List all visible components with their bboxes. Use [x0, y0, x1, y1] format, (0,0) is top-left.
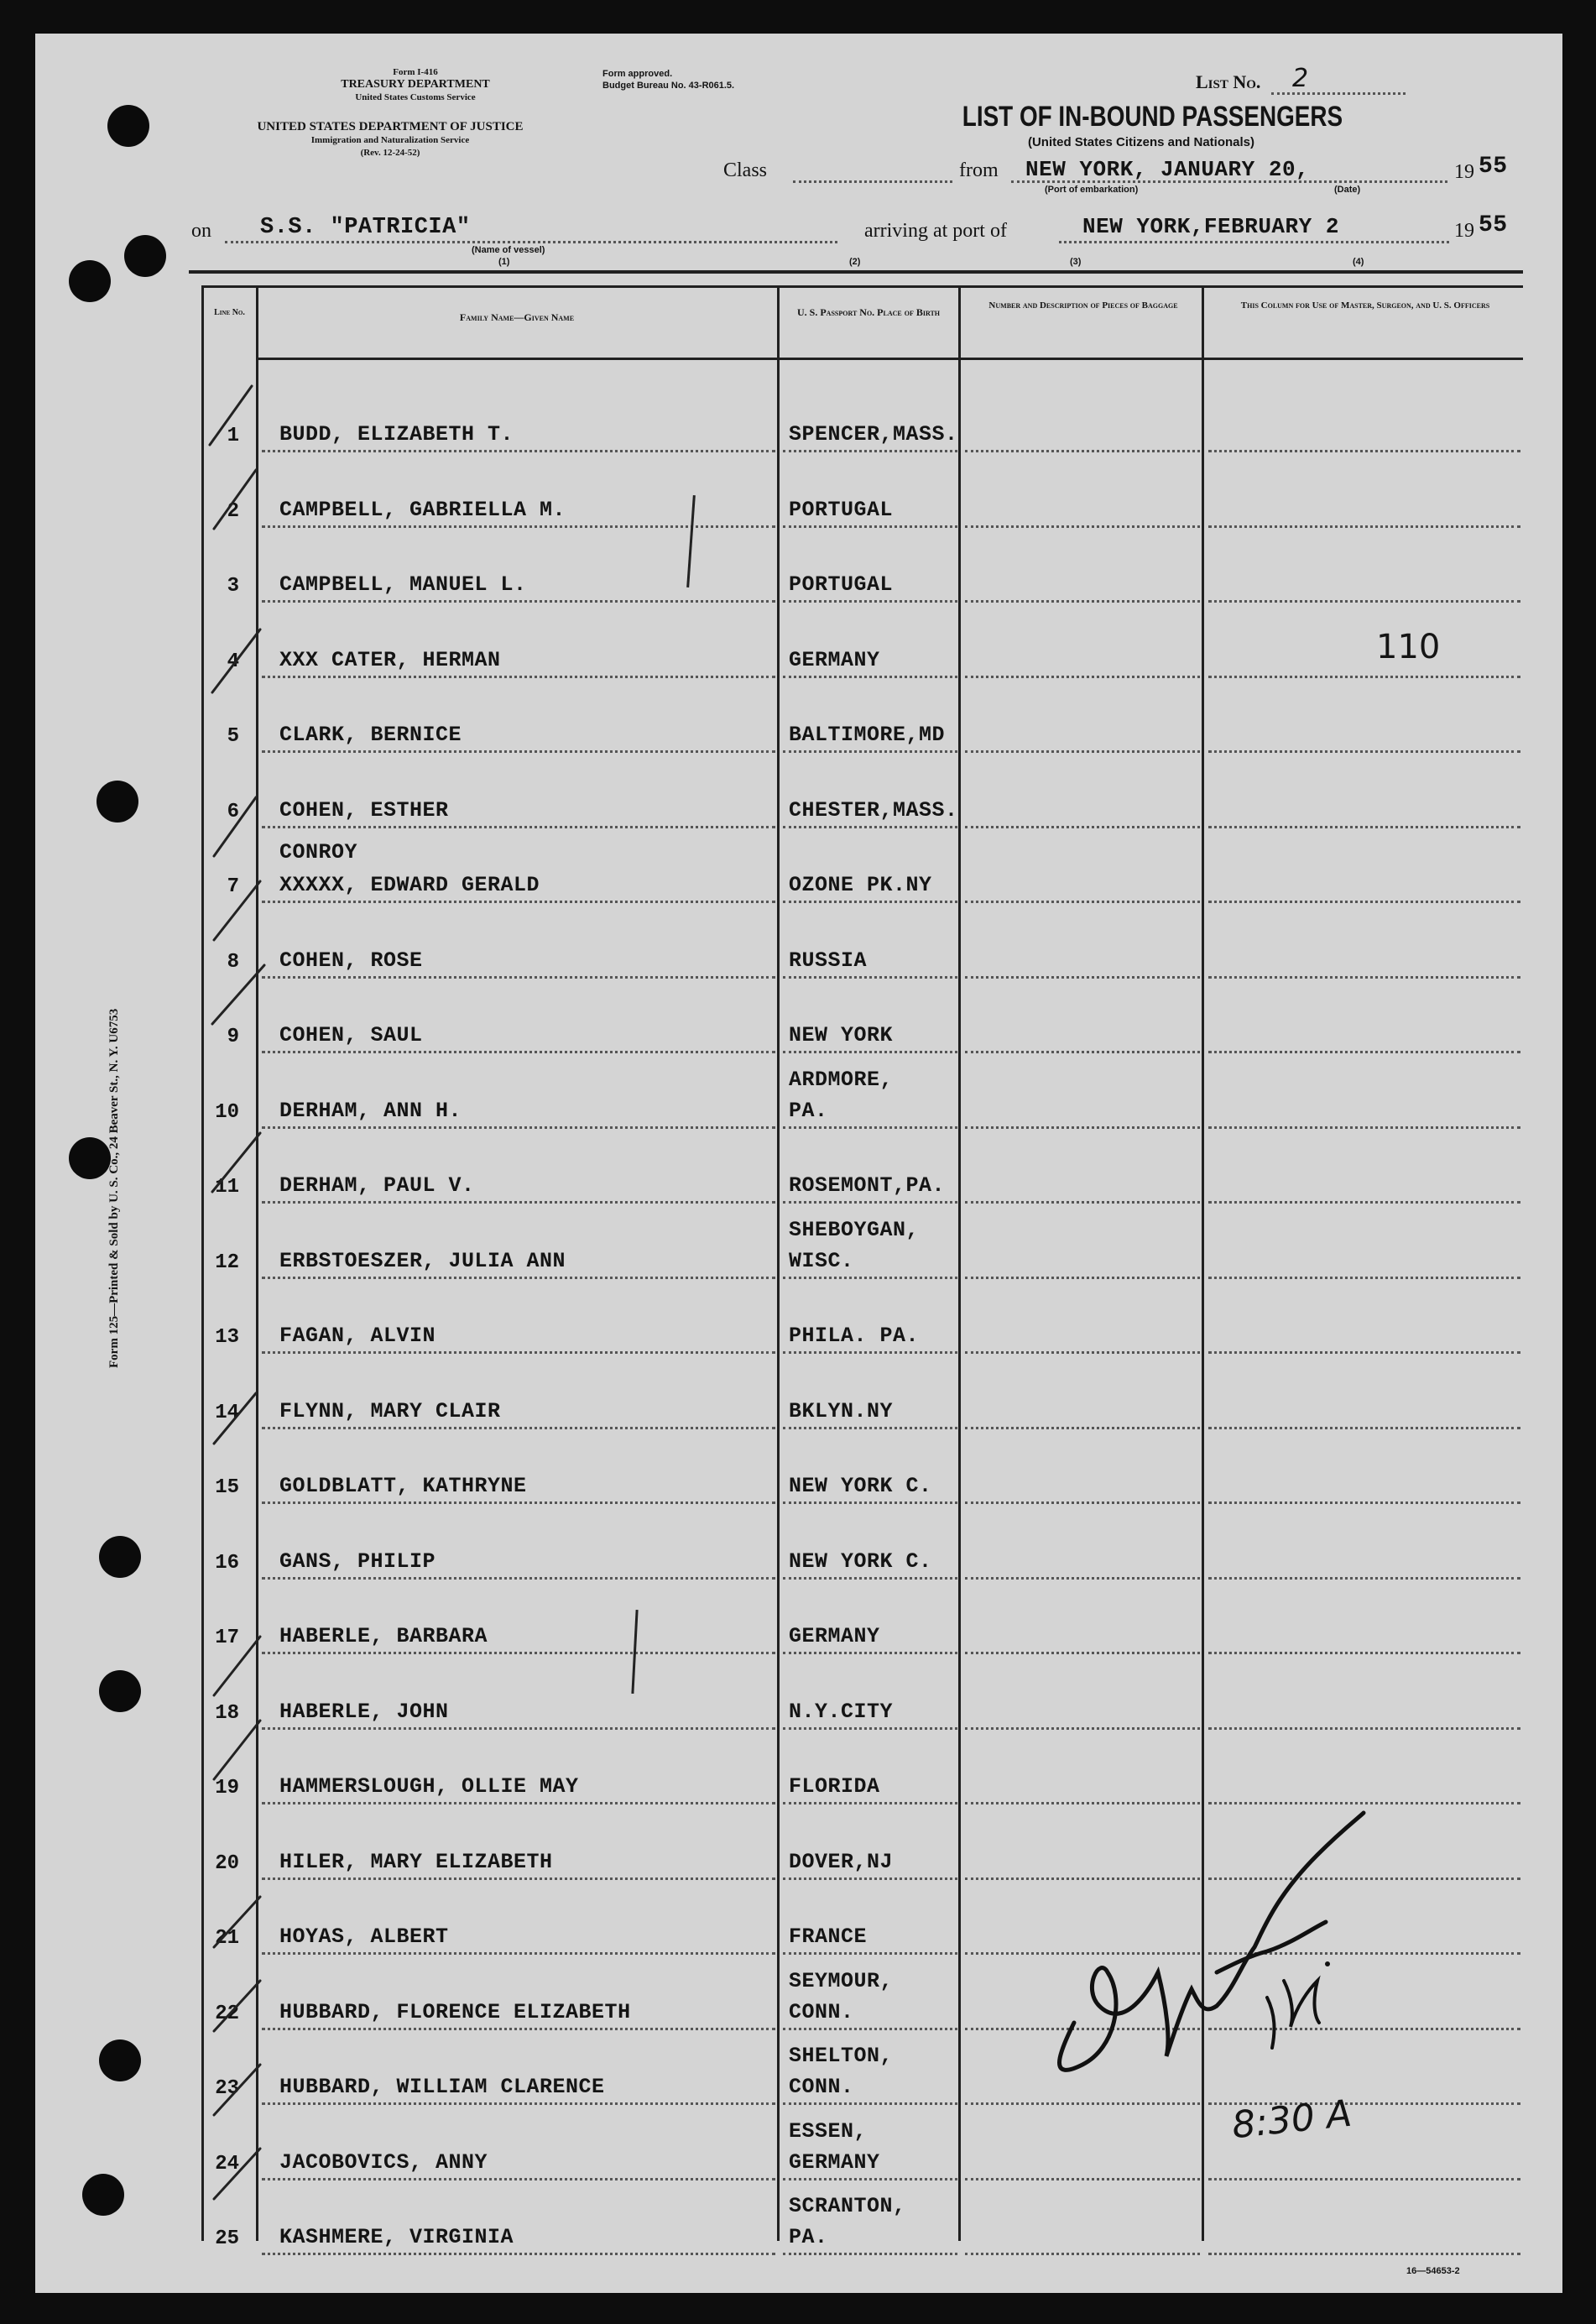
row-line-number: 21	[215, 1927, 239, 1950]
passenger-name: HABERLE, BARBARA	[279, 1624, 488, 1648]
officer-count-annotation: 110	[1376, 628, 1441, 666]
passenger-name: KASHMERE, VIRGINIA	[279, 2225, 514, 2249]
row-line-number: 7	[227, 875, 239, 898]
birthplace: GERMANY	[789, 2150, 880, 2175]
row-line-number: 1	[227, 425, 239, 447]
passenger-name: JACOBOVICS, ANNY	[279, 2150, 488, 2175]
birthplace: PHILA. PA.	[789, 1324, 920, 1348]
birthplace: WISC.	[789, 1249, 854, 1273]
birthplace-line1: SHEBOYGAN,	[789, 1218, 920, 1242]
caption-2: (2)	[849, 257, 861, 267]
punch-hole	[69, 1137, 111, 1179]
passenger-name: COHEN, SAUL	[279, 1023, 423, 1047]
birthplace: RUSSIA	[789, 948, 868, 973]
vessel-caption: (Name of vessel)	[472, 245, 545, 255]
birthplace: CONN.	[789, 2000, 854, 2024]
birthplace: FLORIDA	[789, 1774, 880, 1799]
row-line-number: 2	[227, 500, 239, 523]
punch-hole	[69, 260, 111, 302]
form-approved: Form approved.	[602, 69, 673, 79]
row-line-number: 19	[215, 1777, 239, 1799]
name-correction: CONROY	[279, 840, 358, 864]
passenger-name: XXX CATER, HERMAN	[279, 648, 501, 672]
arrival-port-date: NEW YORK,FEBRUARY 2	[1082, 214, 1339, 239]
birthplace: CHESTER,MASS.	[789, 798, 958, 823]
column-header-name: Family Name—Given Name	[459, 311, 575, 323]
birthplace-line1: SEYMOUR,	[789, 1969, 894, 1993]
port-of-embarkation-value: NEW YORK, JANUARY 20,	[1025, 157, 1310, 182]
punch-hole	[99, 1670, 141, 1712]
birthplace: SPENCER,MASS.	[789, 422, 958, 447]
row-line-number: 4	[227, 650, 239, 673]
vessel-caption-number: (1)	[498, 257, 510, 267]
birthplace: PA.	[789, 1099, 828, 1123]
birthplace: NEW YORK C.	[789, 1549, 932, 1574]
passenger-name: CAMPBELL, GABRIELLA M.	[279, 498, 566, 522]
column-header-officers: This Column for Use of Master, Surgeon, and U. S. Officers	[1240, 300, 1490, 311]
form-number: Form I-416	[393, 67, 438, 77]
row-line-number: 12	[215, 1251, 239, 1274]
row-line-number: 10	[215, 1101, 239, 1124]
document-subtitle: (United States Citizens and Nationals)	[1027, 135, 1255, 149]
passenger-name: DERHAM, PAUL V.	[279, 1173, 475, 1198]
document-title: LIST OF IN-BOUND PASSENGERS	[962, 101, 1343, 133]
passenger-name: FLYNN, MARY CLAIR	[279, 1399, 501, 1423]
passenger-name: XXXXX, EDWARD GERALD	[279, 873, 540, 897]
passenger-name: HILER, MARY ELIZABETH	[279, 1850, 553, 1874]
birthplace: ROSEMONT,PA.	[789, 1173, 946, 1198]
birthplace: NEW YORK C.	[789, 1474, 932, 1498]
row-line-number: 9	[227, 1026, 239, 1048]
port-caption: (Port of embarkation)	[1045, 185, 1139, 195]
passenger-name: COHEN, ESTHER	[279, 798, 449, 823]
from-label: from	[959, 159, 999, 181]
passenger-name: HUBBARD, WILLIAM CLARENCE	[279, 2075, 605, 2099]
list-no-label: List No.	[1196, 71, 1261, 92]
birthplace: GERMANY	[789, 1624, 880, 1648]
birthplace: BKLYN.NY	[789, 1399, 894, 1423]
department-of-justice: UNITED STATES DEPARTMENT OF JUSTICE	[257, 120, 524, 133]
column-header-baggage: Number and Description of Pieces of Baggage	[988, 300, 1178, 311]
birthplace: N.Y.CITY	[789, 1700, 894, 1724]
caption-4: (4)	[1353, 257, 1364, 267]
row-line-number: 13	[215, 1326, 239, 1349]
passenger-name: HOYAS, ALBERT	[279, 1924, 449, 1949]
passenger-name: GANS, PHILIP	[279, 1549, 436, 1574]
passenger-name: DERHAM, ANN H.	[279, 1099, 462, 1123]
row-line-number: 17	[215, 1627, 239, 1649]
vessel-name: S.S. "PATRICIA"	[260, 215, 471, 240]
list-number: 2	[1292, 64, 1309, 93]
row-line-number: 23	[215, 2077, 239, 2100]
birthplace-line1: SCRANTON,	[789, 2194, 906, 2218]
passenger-name: HAMMERSLOUGH, OLLIE MAY	[279, 1774, 579, 1799]
birthplace: NEW YORK	[789, 1023, 894, 1047]
date-caption: (Date)	[1334, 185, 1361, 195]
time-annotation: 8:30 A	[1229, 2092, 1354, 2148]
punch-hole	[124, 235, 166, 277]
customs-service: United States Customs Service	[355, 92, 476, 102]
immigration-service: Immigration and Naturalization Service	[310, 135, 470, 145]
arriving-label: arriving at port of	[864, 220, 1007, 242]
birthplace: FRANCE	[789, 1924, 868, 1949]
birthplace: PA.	[789, 2225, 828, 2249]
row-line-number: 15	[215, 1476, 239, 1499]
passenger-name: HABERLE, JOHN	[279, 1700, 449, 1724]
passenger-name: FAGAN, ALVIN	[279, 1324, 436, 1348]
birthplace-line1: SHELTON,	[789, 2044, 894, 2068]
row-line-number: 22	[215, 2003, 239, 2025]
birthplace-line1: ESSEN,	[789, 2119, 868, 2144]
row-line-number: 24	[215, 2153, 239, 2175]
passenger-name: HUBBARD, FLORENCE ELIZABETH	[279, 2000, 631, 2024]
passenger-name: GOLDBLATT, KATHRYNE	[279, 1474, 527, 1498]
row-line-number: 5	[227, 725, 239, 748]
birthplace: OZONE PK.NY	[789, 873, 932, 897]
passenger-name: COHEN, ROSE	[279, 948, 423, 973]
row-line-number: 20	[215, 1852, 239, 1875]
passenger-name: ERBSTOESZER, JULIA ANN	[279, 1249, 566, 1273]
birthplace: CONN.	[789, 2075, 854, 2099]
punch-hole	[99, 1536, 141, 1578]
caption-3: (3)	[1070, 257, 1082, 267]
row-line-number: 14	[215, 1402, 239, 1424]
on-label: on	[191, 220, 211, 242]
column-header-line-no: Line No.	[214, 308, 245, 317]
printer-imprint: Form 125—Printed & Sold by U. S. Co., 24 Beaver St., N. Y. U6753	[107, 1008, 121, 1368]
passenger-name: CLARK, BERNICE	[279, 723, 462, 747]
birthplace: PORTUGAL	[789, 498, 894, 522]
officer-signature	[1024, 1804, 1376, 2090]
row-line-number: 18	[215, 1702, 239, 1725]
form-footer-code: 16—54653-2	[1406, 2266, 1460, 2276]
birthplace: GERMANY	[789, 648, 880, 672]
year-prefix: 19	[1454, 161, 1474, 183]
budget-bureau: Budget Bureau No. 43-R061.5.	[602, 81, 735, 91]
passenger-name: CAMPBELL, MANUEL L.	[279, 572, 527, 597]
treasury-department: TREASURY DEPARTMENT	[341, 78, 490, 91]
class-label: Class	[723, 159, 768, 181]
check-marks	[189, 361, 348, 2291]
revision-date: (Rev. 12-24-52)	[360, 148, 420, 158]
column-header-passport: U. S. Passport No. Place of Birth	[797, 306, 941, 318]
row-line-number: 8	[227, 951, 239, 974]
row-line-number: 11	[215, 1176, 239, 1199]
arrival-year: 55	[1479, 212, 1508, 238]
punch-hole	[107, 105, 149, 147]
birthplace: DOVER,NJ	[789, 1850, 894, 1874]
row-line-number: 3	[227, 575, 239, 598]
departure-year: 55	[1479, 154, 1508, 180]
punch-hole	[82, 2174, 124, 2216]
punch-hole	[96, 781, 138, 823]
passenger-name: BUDD, ELIZABETH T.	[279, 422, 514, 447]
birthplace-line1: ARDMORE,	[789, 1068, 894, 1092]
punch-hole	[99, 2039, 141, 2081]
row-line-number: 25	[215, 2227, 239, 2250]
row-line-number: 6	[227, 801, 239, 823]
birthplace: PORTUGAL	[789, 572, 894, 597]
birthplace: BALTIMORE,MD	[789, 723, 946, 747]
year-prefix-2: 19	[1454, 220, 1474, 242]
row-line-number: 16	[215, 1552, 239, 1575]
